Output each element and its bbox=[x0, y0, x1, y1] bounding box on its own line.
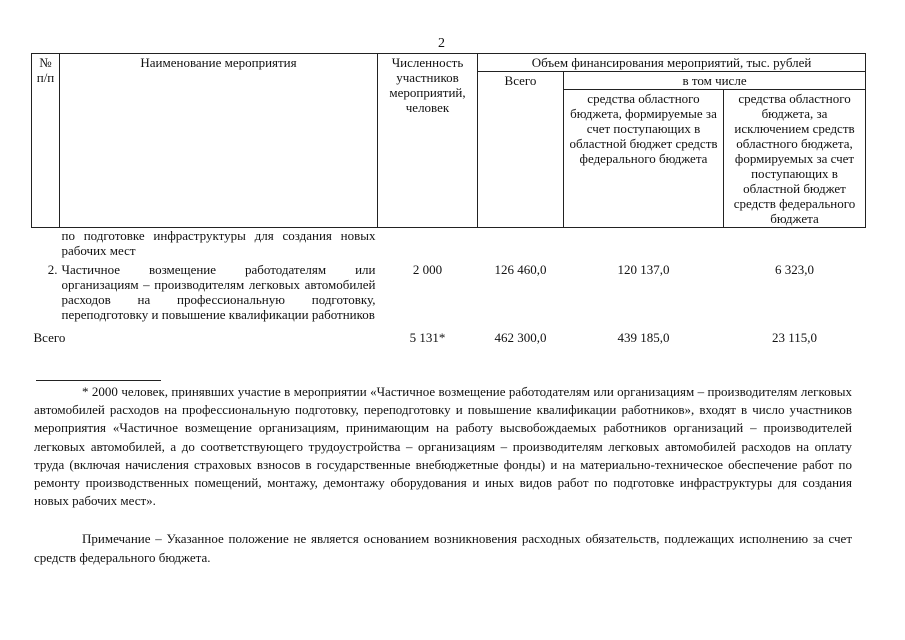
footnote-divider bbox=[36, 380, 161, 381]
cell-count: 2 000 bbox=[412, 262, 443, 277]
total-federal: 439 185,0 bbox=[617, 330, 670, 345]
cell-federal bbox=[564, 228, 724, 259]
cell-count bbox=[378, 228, 478, 259]
cell-num: 2. bbox=[47, 262, 58, 277]
cell-name: Частичное возмещение работодателям или организациям – производителям легковых автомобилей расходов на профессиональную подготовку, переподготовку и повышение квалификации работников bbox=[61, 262, 376, 322]
financing-table bbox=[31, 53, 866, 345]
header-num: № п/п bbox=[32, 54, 60, 228]
total-row bbox=[32, 322, 866, 345]
total-regional: 23 115,0 bbox=[772, 330, 818, 345]
table-row bbox=[32, 228, 866, 259]
total-label: Всего bbox=[33, 330, 66, 345]
footnote: * 2000 человек, принявших участие в мероприятии «Частичное возмещение работодателям или организациям – производителям легковых автомобилей расходов на профессиональную подготовку, переподготовку и повышение квалификации работников», входят в число участников мероприятия «Частичное возмещение организациям, принимающим на работу высвобождаемых работников организаций – производителей легковых автомобилей, а до соответствующего трудоустройства – организациям – производителям легковых автомобилей расходов на оплату труда (включая начисления страховых взносов в государственные внебюджетные фонды) и на материально-техническое обеспечение работ по ремонту производственных помещений, монтажу, демонтажу оборудования и иных видов работ по подготовке инфраструктуры для создания новых рабочих мест». bbox=[34, 384, 852, 509]
header-regional: средства областного бюджета, за исключением средств областного бюджета, формируемых за счет поступающих в областной бюджет средств федерального бюджета bbox=[724, 90, 866, 228]
table-row bbox=[32, 258, 866, 322]
header-financing: Объем финансирования мероприятий, тыс. рублей bbox=[478, 54, 866, 72]
note: Примечание – Указанное положение не является основанием возникновения расходных обязательств, подлежащих исполнению за счет средств федерального бюджета. bbox=[34, 531, 852, 565]
cell-regional bbox=[724, 228, 866, 259]
header-federal: средства областного бюджета, формируемые за счет поступающих в областной бюджет средств федерального бюджета bbox=[564, 90, 724, 228]
total-total: 462 300,0 bbox=[494, 330, 547, 345]
cell-name: по подготовке инфраструктуры для создания новых рабочих мест bbox=[61, 228, 376, 258]
total-count: 5 131* bbox=[409, 330, 446, 345]
page-number: 2 bbox=[438, 36, 445, 51]
cell-federal: 120 137,0 bbox=[617, 262, 670, 277]
header-name: Наименование мероприятия bbox=[60, 54, 378, 228]
cell-total: 126 460,0 bbox=[494, 262, 547, 277]
header-count: Численность участников мероприятий, человек bbox=[378, 54, 478, 228]
header-including: в том числе bbox=[564, 72, 866, 90]
cell-total bbox=[478, 228, 564, 259]
cell-regional: 6 323,0 bbox=[775, 262, 815, 277]
cell-num bbox=[32, 228, 60, 259]
header-total: Всего bbox=[478, 72, 564, 228]
